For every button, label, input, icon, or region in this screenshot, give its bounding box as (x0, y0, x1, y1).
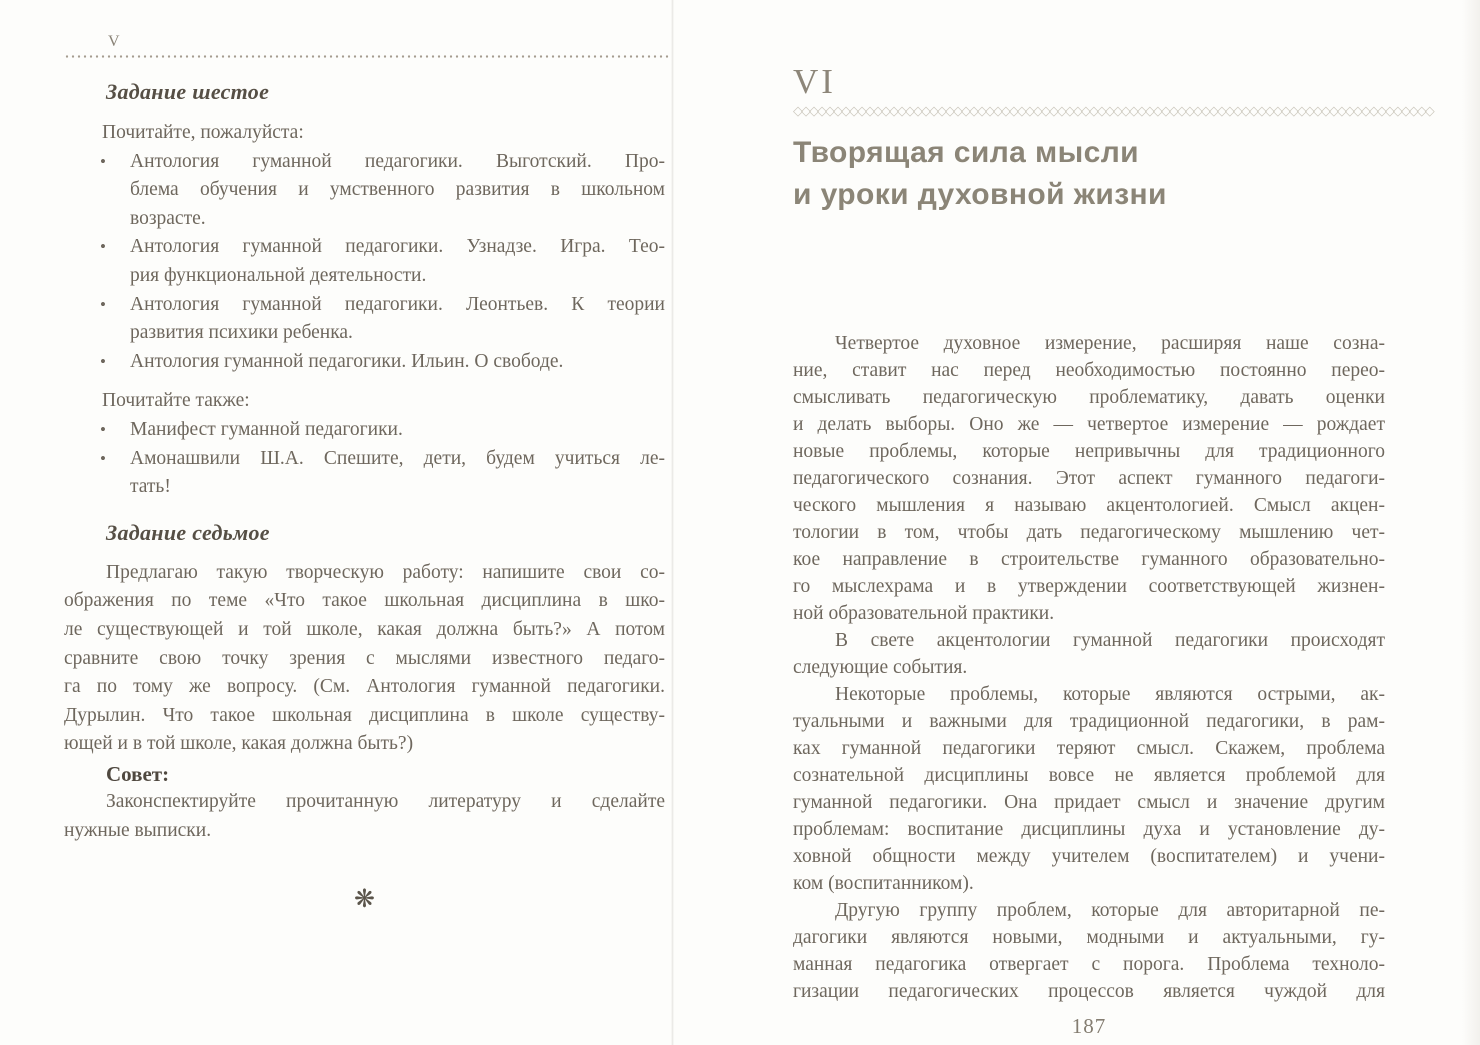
text-line: ком (воспитанником). (793, 873, 974, 894)
text-line: го мыслехрама и в утверждении соответствующей жизнен- (793, 576, 1385, 597)
list-item-text (130, 348, 665, 377)
list-item (64, 348, 665, 377)
flower-ornament-icon: ❋ (354, 883, 375, 913)
text-line: ках гуманной педагогики теряют смысл. Скажем, проблема (793, 738, 1385, 759)
list-item (64, 233, 665, 290)
text-line: Манифест гуманной педагогики. (130, 418, 403, 440)
text-line: и делать выборы. Оно же — четвертое измерение — рождает (793, 414, 1385, 435)
text-line: нужные выписки. (64, 820, 212, 842)
text-line: гизации педагогических процессов является чуждой для (793, 981, 1385, 1002)
text-line: сравните свою точку зрения с мыслями известного педаго- (64, 647, 665, 669)
text-line: новые проблемы, которые непривычны для традиционного (793, 441, 1385, 462)
body-paragraph (793, 627, 1385, 681)
text-line: Антология гуманной педагогики. Выготский. Про- (130, 150, 665, 172)
task7-paragraph (64, 559, 665, 759)
reading-intro-also: Почитайте также: (102, 390, 250, 412)
gutter-shadow (671, 0, 674, 1045)
reading-list-also (64, 416, 665, 502)
bullet-icon (100, 445, 130, 502)
list-item-text (130, 148, 665, 234)
chapter-title (793, 132, 1385, 216)
diamond-chain-divider: ◇◇◇◇◇◇◇◇◇◇◇◇◇◇◇◇◇◇◇◇◇◇◇◇◇◇◇◇◇◇◇◇◇◇◇◇◇◇◇◇◇◇◇◇◇◇◇◇◇◇◇◇◇◇◇◇◇◇◇◇◇◇◇◇◇◇◇◇◇◇◇◇◇◇◇◇◇◇◇◇ (793, 104, 1433, 119)
page-edge-shadow (1462, 0, 1480, 1045)
dotted-rule (64, 55, 670, 58)
section-heading-task6: Задание шестое (106, 79, 270, 104)
text-line: туальными и важными для традиционной педагогики, в рам- (793, 711, 1385, 732)
text-line: Амонашвили Ш.А. Спешите, дети, будем учиться ле- (130, 447, 665, 469)
chapter-title-line: и уроки духовной жизни (793, 178, 1167, 211)
text-line: манная педагогика отвергает с порога. Проблема техноло- (793, 954, 1385, 975)
page-number: 187 (1071, 1014, 1107, 1038)
list-item (64, 445, 665, 502)
right-page (793, 0, 1433, 1005)
list-item-text (130, 233, 665, 290)
text-line: тать! (130, 476, 171, 498)
reading-intro: Почитайте, пожалуйста: (102, 122, 304, 143)
text-line: смысливать педагогическую проблематику, давать оценки (793, 387, 1385, 408)
text-line: ние, ставит нас перед необходимостью постоянно перео- (793, 360, 1385, 381)
text-line: следующие события. (793, 657, 968, 678)
text-line: ческого мышления я называю акцентологией. Смысл акцен- (793, 495, 1385, 516)
section-heading-task7: Задание седьмое (106, 519, 270, 545)
bullet-icon (100, 233, 130, 290)
advice-paragraph (64, 788, 665, 845)
reading-list-task6 (64, 148, 665, 377)
chapter-title-line: Творящая сила мысли (793, 136, 1139, 169)
bullet-icon (100, 348, 130, 377)
running-head-chapter: V (108, 33, 121, 50)
list-item-text (130, 416, 665, 445)
text-line: Некоторые проблемы, которые являются острыми, ак- (835, 684, 1385, 705)
text-line: развития психики ребенка. (130, 322, 353, 344)
text-line: блема обучения и умственного развития в школьном (130, 179, 665, 201)
text-line: Антология гуманной педагогики. Леонтьев. К теории (130, 293, 665, 315)
text-line: Антология гуманной педагогики. Узнадзе. Игра. Тео- (130, 236, 665, 258)
text-line: сознательной дисциплины вовсе не является проблемой для (793, 765, 1385, 786)
advice-heading: Совет: (106, 761, 170, 786)
text-line: ной образовательной практики. (793, 603, 1055, 624)
text-line: тологии в том, чтобы дать педагогическому мышлению чет- (793, 522, 1385, 543)
text-line: кое направление в строительстве гуманного образовательно- (793, 549, 1385, 570)
text-line: проблемам: воспитание дисциплины духа и установление ду- (793, 819, 1385, 840)
text-line: ховной общности между учителем (воспитателем) и учени- (793, 846, 1385, 867)
text-line: га по тому же вопросу. (См. Антология гуманной педагогики. (64, 676, 665, 698)
text-line: Другую группу проблем, которые для авторитарной пе- (835, 900, 1385, 921)
body-paragraph (793, 330, 1385, 627)
text-line: ображения по теме «Что такое школьная дисциплина в шко- (64, 590, 665, 612)
list-item (64, 148, 665, 234)
chapter-body (793, 330, 1385, 1005)
list-item-text (130, 291, 665, 348)
chapter-number: VI (793, 62, 836, 101)
text-line: Дурылин. Что такое школьная дисциплина в школе существу- (64, 704, 665, 726)
text-line: Антология гуманной педагогики. Ильин. О свободе. (130, 350, 564, 372)
text-line: гуманной педагогики. Она придает смысл и значение другим (793, 792, 1385, 813)
text-line: педагогического сознания. Этот аспект гуманного педагоги- (793, 468, 1385, 489)
list-item (64, 416, 665, 445)
left-page (64, 0, 665, 914)
text-line: Четвертое духовное измерение, расширяя наше созна- (835, 333, 1385, 354)
text-line: Законспектируйте прочитанную литературу и сделайте (106, 791, 665, 813)
body-paragraph (793, 897, 1385, 1005)
list-item-text (130, 445, 665, 502)
bullet-icon (100, 148, 130, 234)
body-paragraph (793, 681, 1385, 897)
text-line: ле существующей и той школе, какая должна быть?» А потом (64, 618, 665, 640)
list-item (64, 291, 665, 348)
text-line: рия функциональной деятельности. (130, 264, 427, 286)
bullet-icon (100, 291, 130, 348)
text-line: В свете акцентологии гуманной педагогики происходят (835, 630, 1385, 651)
text-line: Предлагаю такую творческую работу: напишите свои со- (106, 561, 665, 583)
bullet-icon (100, 416, 130, 445)
text-line: возрасте. (130, 207, 206, 229)
text-line: ющей и в той школе, какая должна быть?) (64, 733, 414, 755)
text-line: дагогики являются новыми, модными и актуальными, гу- (793, 927, 1385, 948)
